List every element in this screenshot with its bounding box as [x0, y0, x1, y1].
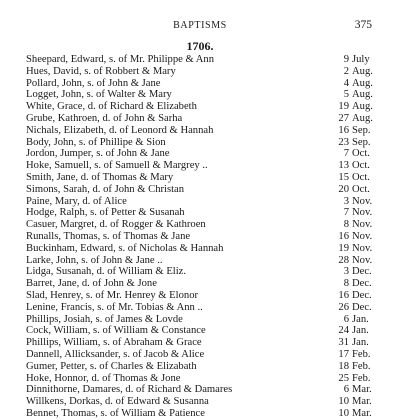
- entry-month: Aug.: [352, 65, 373, 77]
- entry-day: 5: [343, 89, 349, 101]
- entry-text: Dannell, Allicksander, s. of Jacob & Alice: [26, 348, 205, 360]
- baptism-entry: [0, 384, 400, 396]
- entry-month: Jan.: [352, 313, 369, 325]
- entry-day: 4: [343, 77, 349, 89]
- entry-text: Buckinham, Edward, s. of Nicholas & Hannah: [26, 242, 224, 254]
- entry-month: Oct.: [352, 160, 370, 172]
- baptism-entry: [0, 219, 400, 231]
- entry-text: Lenine, Francis, s. of Mr. Tobias & Ann ..: [26, 301, 203, 313]
- entry-day: 19: [338, 242, 349, 254]
- entry-day: 8: [343, 278, 349, 290]
- baptism-entry: [0, 66, 400, 78]
- page-number: 375: [354, 19, 372, 31]
- entry-text: Runalls, Thomas, s. of Thomas & Jane: [26, 230, 191, 242]
- entry-month: Feb.: [352, 360, 371, 372]
- entry-day: 27: [338, 112, 349, 124]
- entry-day: 23: [338, 136, 349, 148]
- entry-text: Sheepard, Edward, s. of Mr. Philippe & Ann: [26, 54, 215, 65]
- entry-text: Phillips, William, s. of Abraham & Grace: [26, 337, 202, 349]
- baptism-entry: [0, 349, 400, 361]
- baptism-entry: [0, 78, 400, 90]
- entry-day: 8: [343, 219, 349, 231]
- entry-month: Aug.: [352, 101, 373, 113]
- baptism-entry: [0, 160, 400, 172]
- entry-day: 19: [338, 101, 349, 113]
- entry-month: Feb.: [352, 348, 371, 360]
- entry-day: 25: [338, 372, 349, 384]
- entry-day: 28: [338, 254, 349, 266]
- entry-text: Larke, John, s. of John & Jane ..: [26, 254, 163, 266]
- baptism-entry: [0, 113, 400, 125]
- entry-month: Aug.: [352, 89, 373, 101]
- entry-day: 15: [338, 171, 349, 183]
- entry-text: Simons, Sarah, d. of John & Christan: [26, 183, 185, 195]
- entry-day: 10: [338, 407, 349, 419]
- entry-text: White, Grace, d. of Richard & Elizabeth: [26, 101, 197, 113]
- baptism-entry: [0, 148, 400, 160]
- entry-day: 16: [338, 230, 349, 242]
- entry-day: 13: [338, 160, 349, 172]
- entry-day: 9: [343, 54, 349, 65]
- entry-text: Dinnithorne, Damares, d. of Richard & Damares: [26, 384, 233, 396]
- baptism-entry: [0, 231, 400, 243]
- baptism-entry: [0, 290, 400, 302]
- entry-month: Dec.: [352, 266, 372, 278]
- entry-text: Slad, Henrey, s. of Mr. Henrey & Elonor: [26, 289, 199, 301]
- baptism-entry: [0, 101, 400, 113]
- baptism-entry: [0, 172, 400, 184]
- entry-month: Sep.: [352, 124, 371, 136]
- entry-month: Mar.: [352, 407, 372, 419]
- entry-day: 7: [343, 207, 349, 219]
- entry-month: Nov.: [352, 195, 373, 207]
- entry-text: Hoke, Samuell, s. of Samuell & Margrey ..: [26, 160, 208, 172]
- baptism-entry: [0, 361, 400, 373]
- entry-text: Willkens, Dorkas, d. of Edward & Susanna: [26, 396, 209, 408]
- entry-month: Nov.: [352, 242, 373, 254]
- entry-month: Jan.: [352, 337, 369, 349]
- entry-text: Phillips, Josiah, s. of James & Lovde: [26, 313, 183, 325]
- entry-month: Nov.: [352, 230, 373, 242]
- baptism-entry: [0, 207, 400, 219]
- entry-text: Pollard, John, s. of John & Jane: [26, 77, 161, 89]
- baptism-entry: [0, 337, 400, 349]
- entry-month: Jan.: [352, 325, 369, 337]
- baptism-entry: [0, 408, 400, 420]
- entry-month: Nov.: [352, 207, 373, 219]
- baptism-entry: [0, 196, 400, 208]
- entry-text: Grube, Kathroen, d. of John & Sarha: [26, 112, 183, 124]
- entry-day: 7: [343, 148, 349, 160]
- baptism-entry: [0, 302, 400, 314]
- entry-day: 20: [338, 183, 349, 195]
- entry-text: Hues, David, s. of Robbert & Mary: [26, 65, 176, 77]
- entry-month: Mar.: [352, 396, 372, 408]
- baptism-entry: [0, 243, 400, 255]
- entry-text: Bennet, Thomas, s. of William & Patience: [26, 407, 205, 419]
- entry-month: Oct.: [352, 148, 370, 160]
- entry-month: Dec.: [352, 301, 372, 313]
- entry-month: Dec.: [352, 289, 372, 301]
- entry-text: Smith, Jane, d. of Thomas & Mary: [26, 171, 174, 183]
- entry-text: Nichals, Elizabeth, d. of Leonord & Hannah: [26, 124, 214, 136]
- entry-month: Nov.: [352, 219, 373, 231]
- entry-text: Casuer, Margret, d. of Rogger & Kathroen: [26, 219, 206, 231]
- entry-day: 16: [338, 289, 349, 301]
- entry-day: 3: [343, 195, 349, 207]
- entry-month: Sep.: [352, 136, 371, 148]
- page-header: [0, 20, 400, 34]
- baptism-entry: [0, 137, 400, 149]
- entry-month: Aug.: [352, 77, 373, 89]
- baptism-entry: [0, 184, 400, 196]
- entry-month: Aug.: [352, 112, 373, 124]
- baptism-entry: [0, 54, 400, 66]
- entry-day: 16: [338, 124, 349, 136]
- entry-day: 18: [338, 360, 349, 372]
- entry-text: Lidga, Susanah, d. of William & Eliz.: [26, 266, 187, 278]
- entry-text: Hoke, Honnor, d. of Thomas & Jone: [26, 372, 181, 384]
- baptism-entry: [0, 255, 400, 267]
- entry-text: Jordon, Jumper, s. of John & Jane: [26, 148, 170, 160]
- entry-text: Hodge, Ralph, s. of Petter & Susanah: [26, 207, 185, 219]
- baptism-entries: [0, 54, 400, 420]
- entry-text: Paine, Mary, d. of Alice: [26, 195, 127, 207]
- running-title: BAPTISMS: [173, 20, 227, 31]
- entry-month: Nov.: [352, 254, 373, 266]
- entry-month: Feb.: [352, 372, 371, 384]
- baptism-entry: [0, 266, 400, 278]
- entry-day: 26: [338, 301, 349, 313]
- entry-day: 10: [338, 396, 349, 408]
- baptism-entry: [0, 89, 400, 101]
- entry-month: Dec.: [352, 278, 372, 290]
- entry-text: Barret, Jane, d. of John & Jone: [26, 278, 157, 290]
- entry-text: Logget, John, s. of Walter & Mary: [26, 89, 172, 101]
- entry-day: 3: [343, 266, 349, 278]
- entry-text: Body, John, s. of Phillipe & Sion: [26, 136, 166, 148]
- baptism-entry: [0, 373, 400, 385]
- entry-day: 6: [343, 384, 349, 396]
- entry-text: Gumer, Petter, s. of Charles & Elizabath: [26, 360, 197, 372]
- baptism-entry: [0, 278, 400, 290]
- entry-text: Cock, William, s. of William & Constance: [26, 325, 206, 337]
- entry-month: Mar.: [352, 384, 372, 396]
- entry-day: 24: [338, 325, 349, 337]
- entry-month: July: [352, 54, 370, 65]
- entry-day: 2: [343, 65, 349, 77]
- baptism-entry: [0, 325, 400, 337]
- entry-day: 17: [338, 348, 349, 360]
- baptism-entry: [0, 125, 400, 137]
- entry-month: Oct.: [352, 171, 370, 183]
- year-heading: 1706.: [186, 39, 214, 53]
- entry-month: Oct.: [352, 183, 370, 195]
- entry-day: 31: [338, 337, 349, 349]
- baptism-entry: [0, 314, 400, 326]
- entry-day: 6: [343, 313, 349, 325]
- baptism-entry: [0, 396, 400, 408]
